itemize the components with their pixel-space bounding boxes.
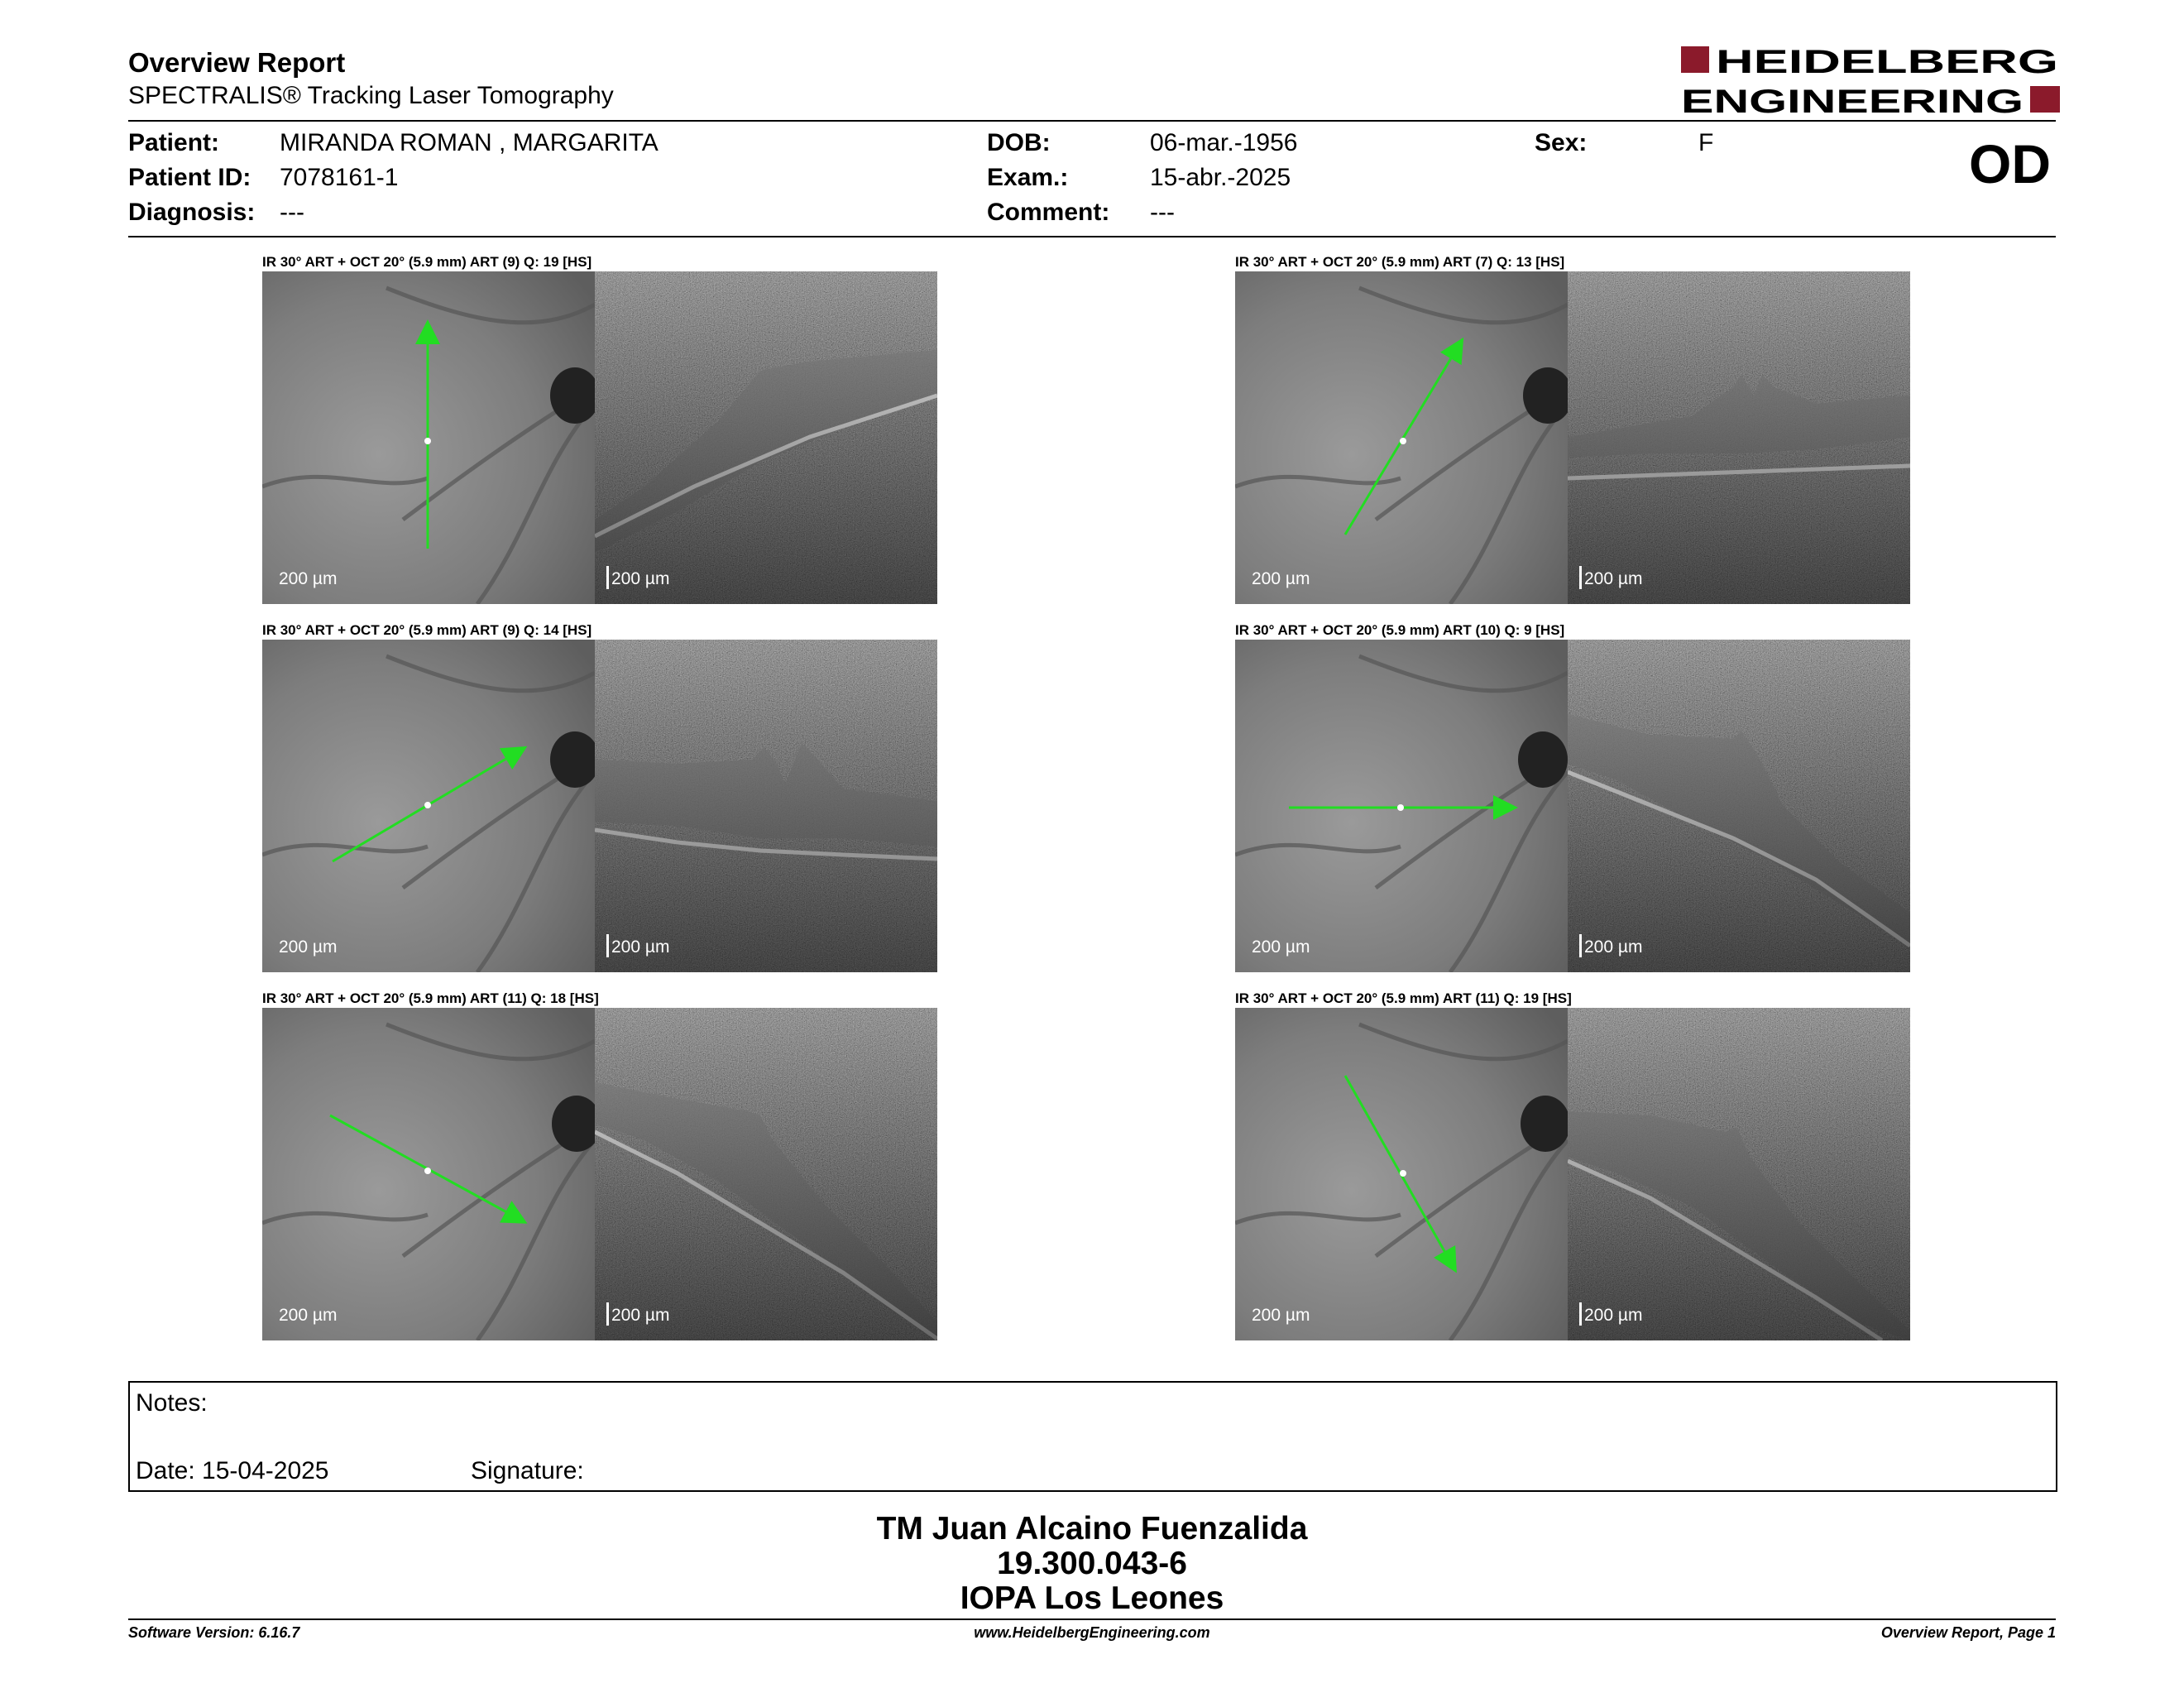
ir-fundus-image-1[interactable] <box>262 271 595 604</box>
dob-value: 06-mar.-1956 <box>1150 129 1298 156</box>
scan-caption-4: IR 30° ART + OCT 20° (5.9 mm) ART (10) Q: 9 [HS] <box>1235 622 1565 638</box>
sex-label: Sex: <box>1535 129 1588 156</box>
logo-line1: HEIDELBERG <box>1716 44 2058 80</box>
patient-divider <box>128 236 2056 237</box>
oct-bscan-image-1[interactable] <box>595 271 937 604</box>
ir-scale-label-1: 200 µm <box>279 569 338 588</box>
sex-value: F <box>1698 129 1714 156</box>
footer-divider <box>128 1618 2056 1620</box>
ir-scale-label-3: 200 µm <box>279 938 338 957</box>
software-version: Software Version: 6.16.7 <box>128 1624 300 1641</box>
signature-label: Signature: <box>471 1457 584 1484</box>
ir-scale-label-2: 200 µm <box>1252 569 1310 588</box>
patient-id-label: Patient ID: <box>128 164 251 191</box>
scan-caption-3: IR 30° ART + OCT 20° (5.9 mm) ART (9) Q: 14 [HS] <box>262 622 592 638</box>
oct-bscan-image-2[interactable] <box>1568 271 1910 604</box>
ir-fundus-image-5[interactable] <box>262 1008 595 1340</box>
oct-scale-label-3: 200 µm <box>606 934 669 957</box>
oct-scale-label-2: 200 µm <box>1579 566 1642 589</box>
scan-caption-1: IR 30° ART + OCT 20° (5.9 mm) ART (9) Q: 19 [HS] <box>262 254 592 270</box>
header-divider <box>128 120 2056 122</box>
patient-id: 7078161-1 <box>280 164 399 191</box>
diagnosis-value: --- <box>280 199 304 226</box>
report-subtitle: SPECTRALIS® Tracking Laser Tomography <box>128 82 614 109</box>
exam-label: Exam.: <box>987 164 1069 191</box>
oct-scale-label-1: 200 µm <box>606 566 669 589</box>
ir-fundus-image-3[interactable] <box>262 640 595 972</box>
patient-label: Patient: <box>128 129 220 156</box>
ir-scale-label-6: 200 µm <box>1252 1306 1310 1325</box>
scan-caption-5: IR 30° ART + OCT 20° (5.9 mm) ART (11) Q: 18 [HS] <box>262 990 599 1006</box>
eye-indicator: OD <box>1969 133 2051 194</box>
heidelberg-logo <box>1681 43 2062 117</box>
oct-bscan-image-3[interactable] <box>595 640 937 972</box>
comment-label: Comment: <box>987 199 1110 226</box>
oct-scale-label-6: 200 µm <box>1579 1302 1642 1326</box>
notes-box[interactable] <box>128 1381 2057 1492</box>
oct-bscan-image-4[interactable] <box>1568 640 1910 972</box>
ir-fundus-image-4[interactable] <box>1235 640 1568 972</box>
logo-line2: ENGINEERING <box>1681 84 2024 117</box>
ir-fundus-image-6[interactable] <box>1235 1008 1568 1340</box>
patient-name: MIRANDA ROMAN , MARGARITA <box>280 129 659 156</box>
page-number: Overview Report, Page 1 <box>1880 1624 2056 1641</box>
website-link[interactable]: www.HeidelbergEngineering.com <box>974 1624 1210 1641</box>
dob-label: DOB: <box>987 129 1051 156</box>
scan-caption-2: IR 30° ART + OCT 20° (5.9 mm) ART (7) Q: 13 [HS] <box>1235 254 1565 270</box>
signer-rut: 19.300.043-6 <box>997 1546 1187 1581</box>
oct-bscan-image-5[interactable] <box>595 1008 937 1340</box>
oct-scale-label-5: 200 µm <box>606 1302 669 1326</box>
report-title: Overview Report <box>128 47 346 78</box>
oct-bscan-image-6[interactable] <box>1568 1008 1910 1340</box>
oct-scale-label-4: 200 µm <box>1579 934 1642 957</box>
comment-value: --- <box>1150 199 1175 226</box>
ir-scale-label-4: 200 µm <box>1252 938 1310 957</box>
notes-date: Date: 15-04-2025 <box>136 1457 329 1484</box>
signer-clinic: IOPA Los Leones <box>960 1580 1224 1616</box>
signer-name: TM Juan Alcaino Fuenzalida <box>876 1511 1308 1547</box>
notes-label: Notes: <box>136 1389 208 1417</box>
ir-scale-label-5: 200 µm <box>279 1306 338 1325</box>
exam-date: 15-abr.-2025 <box>1150 164 1291 191</box>
scan-caption-6: IR 30° ART + OCT 20° (5.9 mm) ART (11) Q: 19 [HS] <box>1235 990 1572 1006</box>
diagnosis-label: Diagnosis: <box>128 199 256 226</box>
ir-fundus-image-2[interactable] <box>1235 271 1568 604</box>
